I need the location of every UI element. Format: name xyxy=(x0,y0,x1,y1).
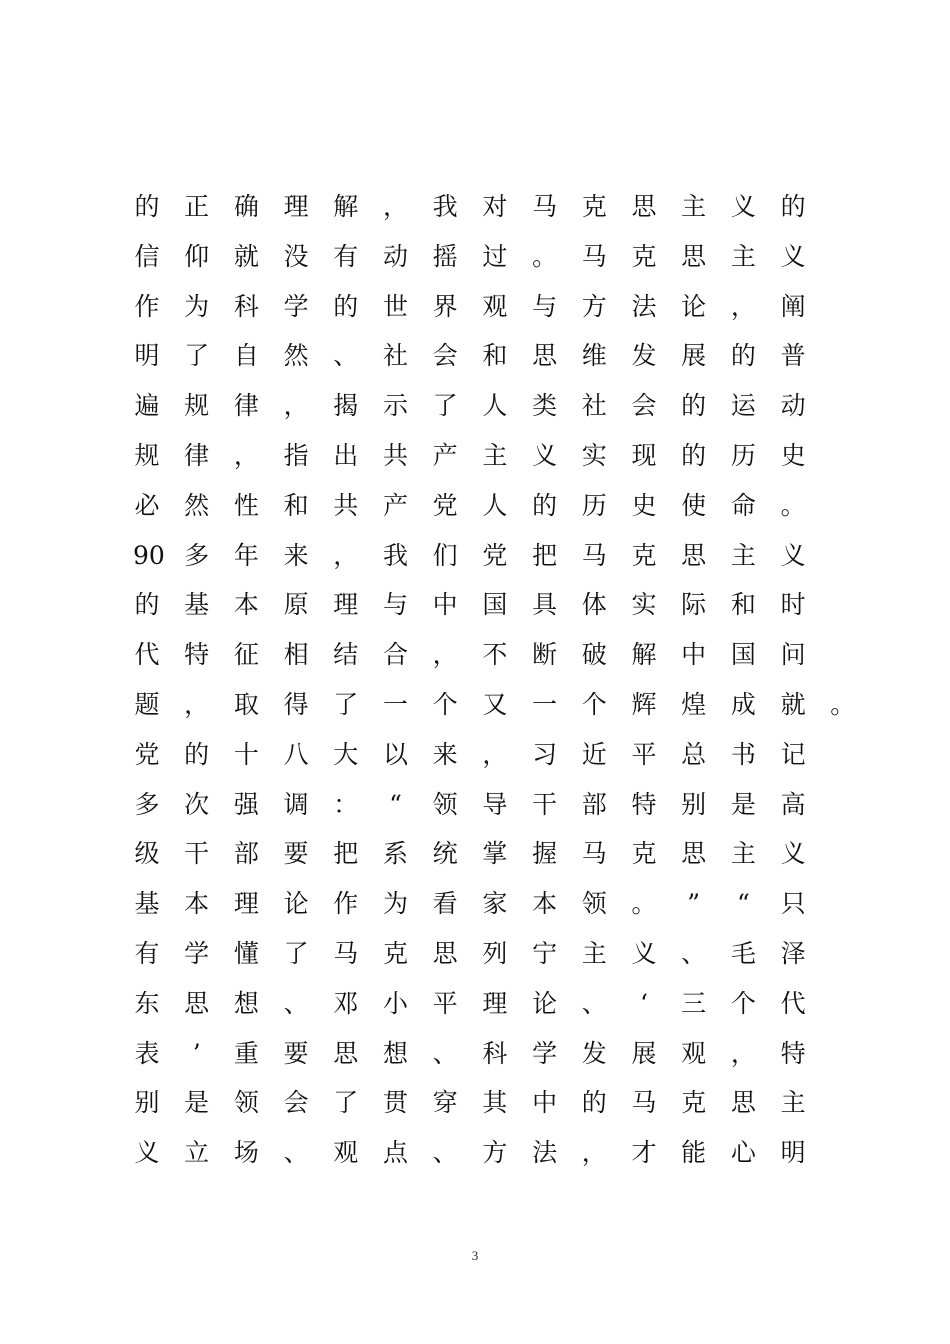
text-char: 、 xyxy=(333,341,359,371)
text-char: ” xyxy=(687,889,701,919)
text-char: 的 xyxy=(681,441,707,470)
text-char: 统 xyxy=(432,839,458,869)
text-char: 和 xyxy=(730,590,756,620)
text-char: 领 xyxy=(233,1088,259,1118)
text-char: 的 xyxy=(780,192,806,221)
text-char: 阐 xyxy=(780,291,806,321)
text-char: 习 xyxy=(532,739,558,769)
text-char: 有 xyxy=(134,939,160,968)
text-char: 指 xyxy=(283,441,309,470)
text-char: 、 xyxy=(283,988,309,1018)
text-char: 又 xyxy=(482,690,508,719)
text-char: 性 xyxy=(233,490,259,520)
text-char: 理 xyxy=(482,988,508,1018)
text-char: 90 xyxy=(133,540,165,570)
text-char: 的 xyxy=(532,490,558,520)
text-char: 仰 xyxy=(184,241,210,271)
text-char: 、 xyxy=(432,1038,458,1068)
text-char: 方 xyxy=(482,1138,508,1168)
text-char: 命 xyxy=(730,490,756,520)
text-char: 平 xyxy=(631,739,657,769)
text-char: 领 xyxy=(581,889,607,919)
text-char: 摇 xyxy=(432,241,458,271)
text-char: 了 xyxy=(184,341,210,371)
text-char: 会 xyxy=(432,341,458,371)
text-char: 表 xyxy=(134,1038,160,1068)
text-char: 对 xyxy=(482,192,508,221)
text-char: 义 xyxy=(780,839,806,869)
text-char: 三 xyxy=(681,988,707,1018)
text-char: 次 xyxy=(184,789,210,819)
text-char: 了 xyxy=(283,939,309,968)
text-char: 、 xyxy=(432,1138,458,1168)
text-char: 产 xyxy=(432,441,458,470)
text-char: 不 xyxy=(482,640,508,670)
text-char: 马 xyxy=(581,241,607,271)
text-char: 就 xyxy=(233,241,259,271)
text-char: 主 xyxy=(730,241,756,271)
text-char: 科 xyxy=(482,1038,508,1068)
text-char: 基 xyxy=(134,889,160,919)
text-char: 义 xyxy=(780,241,806,271)
text-char: 部 xyxy=(581,789,607,819)
text-char: 干 xyxy=(532,789,558,819)
text-char: 法 xyxy=(532,1138,558,1168)
text-char: 主 xyxy=(780,1088,806,1118)
text-char: 与 xyxy=(382,590,408,620)
text-char: 级 xyxy=(134,839,160,869)
text-char: 东 xyxy=(134,988,160,1018)
text-char: 没 xyxy=(283,241,309,271)
text-char: 握 xyxy=(532,839,558,869)
text-char: 的 xyxy=(134,192,160,221)
text-char: 的 xyxy=(134,590,160,620)
text-char: 时 xyxy=(780,590,806,620)
text-char: 人 xyxy=(482,391,508,421)
text-char: 规 xyxy=(134,441,160,470)
text-char: ， xyxy=(184,690,210,719)
text-char: 正 xyxy=(184,192,210,221)
text-char: 观 xyxy=(681,1038,707,1068)
text-char: 的 xyxy=(730,341,756,371)
text-char: 历 xyxy=(730,441,756,470)
text-char: 会 xyxy=(283,1088,309,1118)
text-char: 明 xyxy=(780,1138,806,1168)
text-char: 思 xyxy=(681,839,707,869)
text-char: 们 xyxy=(432,540,458,570)
text-char: 想 xyxy=(382,1038,408,1068)
text-char: 作 xyxy=(134,291,160,321)
text-char: 义 xyxy=(631,939,657,968)
text-char: 。 xyxy=(780,490,806,520)
text-char: 论 xyxy=(532,988,558,1018)
text-char: ’ xyxy=(192,1038,201,1068)
text-char: 代 xyxy=(134,640,160,670)
text-char: 中 xyxy=(432,590,458,620)
text-char: 义 xyxy=(730,192,756,221)
text-char: 观 xyxy=(333,1138,359,1168)
text-char: 干 xyxy=(184,839,210,869)
text-char: 思 xyxy=(432,939,458,968)
text-char: 维 xyxy=(581,341,607,371)
text-char: 近 xyxy=(581,739,607,769)
text-char: 解 xyxy=(333,192,359,221)
text-char: 代 xyxy=(780,988,806,1018)
text-char: 原 xyxy=(283,590,309,620)
text-char: 别 xyxy=(134,1088,160,1118)
text-char: 展 xyxy=(681,341,707,371)
text-char: 煌 xyxy=(681,690,707,719)
text-char: 马 xyxy=(532,192,558,221)
text-char: 克 xyxy=(631,241,657,271)
text-char: 掌 xyxy=(482,839,508,869)
text-char: 规 xyxy=(184,391,210,421)
text-char: 本 xyxy=(184,889,210,919)
text-char: 邓 xyxy=(333,988,359,1018)
text-char: 史 xyxy=(631,490,657,520)
text-char: ， xyxy=(432,640,458,670)
text-char: 了 xyxy=(432,391,458,421)
text-char: 。 xyxy=(532,241,558,271)
text-char: ， xyxy=(730,1038,756,1068)
text-char: 。 xyxy=(830,690,856,719)
text-char: 我 xyxy=(382,540,408,570)
text-char: 了 xyxy=(333,1088,359,1118)
text-char: 社 xyxy=(581,391,607,421)
text-char: 主 xyxy=(681,192,707,221)
text-char: ， xyxy=(283,391,309,421)
text-char: ， xyxy=(382,192,408,221)
text-char: 克 xyxy=(382,939,408,968)
text-char: 使 xyxy=(681,490,707,520)
text-char: 多 xyxy=(184,540,210,570)
text-char: 主 xyxy=(581,939,607,968)
text-char: 人 xyxy=(482,490,508,520)
text-char: 信 xyxy=(134,241,160,271)
text-char: 一 xyxy=(382,690,408,719)
text-char: 平 xyxy=(432,988,458,1018)
text-char: 世 xyxy=(382,291,408,321)
text-char: 党 xyxy=(482,540,508,570)
text-char: 十 xyxy=(233,739,259,769)
text-char: 中 xyxy=(532,1088,558,1118)
text-char: 小 xyxy=(382,988,408,1018)
text-char: 系 xyxy=(382,839,408,869)
text-char: 论 xyxy=(283,889,309,919)
text-char: 确 xyxy=(233,192,259,221)
text-char: 过 xyxy=(482,241,508,271)
text-char: 产 xyxy=(382,490,408,520)
text-char: 然 xyxy=(184,490,210,520)
text-char: 的 xyxy=(184,739,210,769)
text-char: 、 xyxy=(283,1138,309,1168)
text-char: 观 xyxy=(482,291,508,321)
text-char: 征 xyxy=(233,640,259,670)
text-char: 马 xyxy=(631,1088,657,1118)
text-char: 为 xyxy=(184,291,210,321)
text-char: 普 xyxy=(780,341,806,371)
text-char: 高 xyxy=(780,789,806,819)
text-char: 出 xyxy=(333,441,359,470)
text-char: 本 xyxy=(233,590,259,620)
text-char: 点 xyxy=(382,1138,408,1168)
text-char: 自 xyxy=(233,341,259,371)
text-char: 主 xyxy=(730,839,756,869)
text-char: 思 xyxy=(532,341,558,371)
text-char: 有 xyxy=(333,241,359,271)
text-char: 学 xyxy=(283,291,309,321)
text-char: 解 xyxy=(631,640,657,670)
text-char: 理 xyxy=(333,590,359,620)
text-char: 把 xyxy=(532,540,558,570)
text-char: 心 xyxy=(730,1138,756,1168)
text-char: 律 xyxy=(233,391,259,421)
text-char: 体 xyxy=(581,590,607,620)
text-char: 理 xyxy=(283,192,309,221)
text-char: 义 xyxy=(134,1138,160,1168)
text-char: 揭 xyxy=(333,391,359,421)
text-char: 是 xyxy=(730,789,756,819)
text-char: 学 xyxy=(532,1038,558,1068)
text-char: 合 xyxy=(382,640,408,670)
text-char: 能 xyxy=(681,1138,707,1168)
text-char: 作 xyxy=(333,889,359,919)
text-char: 取 xyxy=(233,690,259,719)
text-char: 科 xyxy=(233,291,259,321)
text-char: 然 xyxy=(283,341,309,371)
text-char: 家 xyxy=(482,889,508,919)
text-char: 其 xyxy=(482,1088,508,1118)
text-char: 的 xyxy=(581,1088,607,1118)
text-char: 结 xyxy=(333,640,359,670)
text-char: 国 xyxy=(482,590,508,620)
text-char: 得 xyxy=(283,690,309,719)
text-char: 列 xyxy=(482,939,508,968)
text-char: 克 xyxy=(681,1088,707,1118)
text-char: 问 xyxy=(780,640,806,670)
text-char: 思 xyxy=(681,241,707,271)
text-char: 多 xyxy=(134,789,160,819)
text-char: “ xyxy=(389,789,402,819)
text-char: 法 xyxy=(631,291,657,321)
text-char: 具 xyxy=(532,590,558,620)
text-char: 史 xyxy=(780,441,806,470)
text-char: ， xyxy=(581,1138,607,1168)
text-char: 遍 xyxy=(134,391,160,421)
text-char: ， xyxy=(482,739,508,769)
text-char: 立 xyxy=(184,1138,210,1168)
text-char: 际 xyxy=(681,590,707,620)
text-char: 发 xyxy=(581,1038,607,1068)
text-char: 来 xyxy=(432,739,458,769)
text-char: 方 xyxy=(581,291,607,321)
text-char: 一 xyxy=(532,690,558,719)
text-char: 和 xyxy=(283,490,309,520)
text-char: 重 xyxy=(233,1038,259,1068)
text-char: 贯 xyxy=(382,1088,408,1118)
text-char: 发 xyxy=(631,341,657,371)
text-char: 思 xyxy=(730,1088,756,1118)
text-char: 实 xyxy=(631,590,657,620)
text-char: 马 xyxy=(581,540,607,570)
text-char: 穿 xyxy=(432,1088,458,1118)
text-char: 类 xyxy=(532,391,558,421)
text-char: 历 xyxy=(581,490,607,520)
text-char: 运 xyxy=(730,391,756,421)
page-number: 3 xyxy=(471,1248,479,1263)
text-char: 年 xyxy=(233,540,259,570)
text-char: 本 xyxy=(532,889,558,919)
text-char: 我 xyxy=(432,192,458,221)
text-char: 领 xyxy=(432,789,458,819)
text-char: 以 xyxy=(382,739,408,769)
text-char: 主 xyxy=(482,441,508,470)
text-char: 思 xyxy=(631,192,657,221)
text-char: 克 xyxy=(631,839,657,869)
text-char: 的 xyxy=(333,291,359,321)
text-char: 必 xyxy=(134,490,160,520)
text-char: 学 xyxy=(184,939,210,968)
text-char: 成 xyxy=(730,690,756,719)
text-char: 八 xyxy=(283,739,309,769)
text-char: 才 xyxy=(631,1138,657,1168)
text-char: 部 xyxy=(233,839,259,869)
text-char: 把 xyxy=(333,839,359,869)
text-char: 界 xyxy=(432,291,458,321)
text-char: 义 xyxy=(780,540,806,570)
text-char: 示 xyxy=(382,391,408,421)
text-char: 辉 xyxy=(631,690,657,719)
text-char: “ xyxy=(737,889,750,919)
text-char: 特 xyxy=(780,1038,806,1068)
text-char: 会 xyxy=(631,391,657,421)
text-char: 党 xyxy=(134,739,160,769)
text-char: 题 xyxy=(134,690,160,719)
text-char: 看 xyxy=(432,889,458,919)
text-char: 宁 xyxy=(532,939,558,968)
text-char: 、 xyxy=(581,988,607,1018)
text-char: 想 xyxy=(233,988,259,1018)
text-char: 个 xyxy=(730,988,756,1018)
text-char: 是 xyxy=(184,1088,210,1118)
text-char: 克 xyxy=(631,540,657,570)
text-char: ， xyxy=(233,441,259,470)
text-char: ， xyxy=(730,291,756,321)
text-char: 个 xyxy=(432,690,458,719)
text-char: 义 xyxy=(532,441,558,470)
text-char: 别 xyxy=(681,789,707,819)
text-char: 和 xyxy=(482,341,508,371)
text-char: 主 xyxy=(730,540,756,570)
text-char: 的 xyxy=(681,391,707,421)
text-char: ‘ xyxy=(640,988,648,1018)
text-char: 中 xyxy=(681,640,707,670)
text-char: 相 xyxy=(283,640,309,670)
text-char: 国 xyxy=(730,640,756,670)
text-char: 了 xyxy=(333,690,359,719)
text-char: 基 xyxy=(184,590,210,620)
text-char: 记 xyxy=(780,739,806,769)
text-char: 就 xyxy=(780,690,806,719)
text-char: 现 xyxy=(631,441,657,470)
text-char: 断 xyxy=(532,640,558,670)
text-char: 明 xyxy=(134,341,160,371)
text-char: 共 xyxy=(333,490,359,520)
text-char: 个 xyxy=(581,690,607,719)
text-char: 克 xyxy=(581,192,607,221)
text-char: 毛 xyxy=(730,939,756,968)
text-char: 与 xyxy=(532,291,558,321)
text-char: 论 xyxy=(681,291,707,321)
text-char: 展 xyxy=(631,1038,657,1068)
text-char: 只 xyxy=(780,889,806,919)
text-char: 书 xyxy=(730,739,756,769)
text-char: 大 xyxy=(333,739,359,769)
text-char: 思 xyxy=(681,540,707,570)
text-char: 马 xyxy=(333,939,359,968)
text-char: ： xyxy=(333,789,359,819)
text-char: 实 xyxy=(581,441,607,470)
text-char: 泽 xyxy=(780,939,806,968)
text-char: 总 xyxy=(681,739,707,769)
text-char: 强 xyxy=(233,789,259,819)
text-char: 动 xyxy=(382,241,408,271)
text-char: 思 xyxy=(333,1038,359,1068)
text-char: 懂 xyxy=(233,939,259,968)
text-char: 特 xyxy=(184,640,210,670)
text-char: 调 xyxy=(283,789,309,819)
text-char: 共 xyxy=(382,441,408,470)
text-char: 场 xyxy=(233,1138,259,1168)
text-char: 破 xyxy=(581,640,607,670)
text-char: 社 xyxy=(382,341,408,371)
text-char: ， xyxy=(333,540,359,570)
text-char: 动 xyxy=(780,391,806,421)
text-char: 、 xyxy=(681,939,707,968)
text-char: 思 xyxy=(184,988,210,1018)
text-char: 要 xyxy=(283,839,309,869)
text-char: 。 xyxy=(631,889,657,919)
text-char: 导 xyxy=(482,789,508,819)
text-char: 特 xyxy=(631,789,657,819)
text-char: 为 xyxy=(382,889,408,919)
text-char: 马 xyxy=(581,839,607,869)
text-char: 党 xyxy=(432,490,458,520)
text-char: 理 xyxy=(233,889,259,919)
text-char: 律 xyxy=(184,441,210,470)
text-char: 来 xyxy=(283,540,309,570)
text-char: 要 xyxy=(283,1038,309,1068)
